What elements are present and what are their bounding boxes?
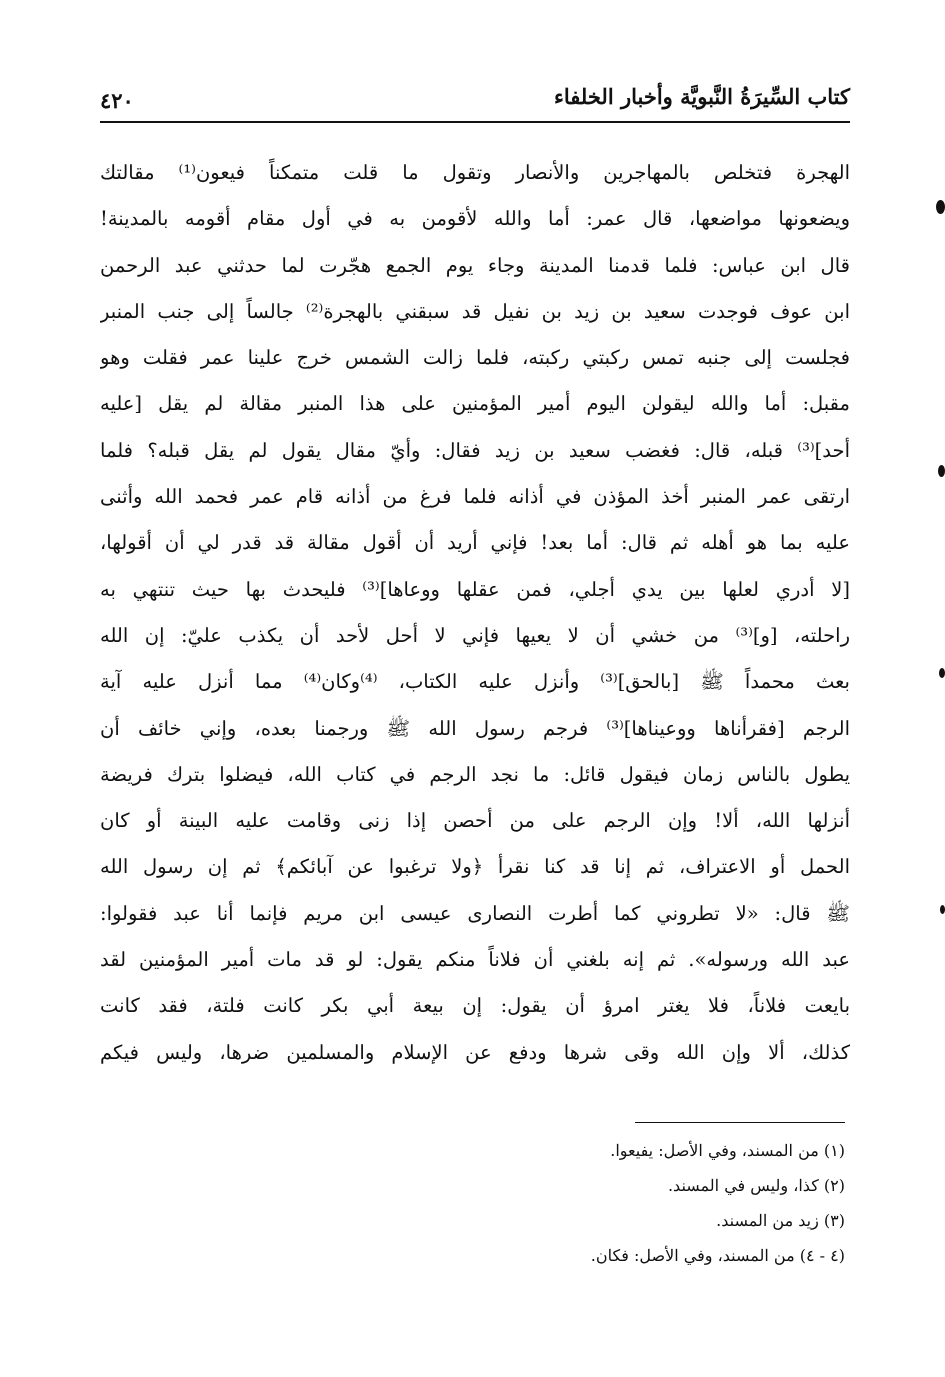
footnotes <box>425 1133 845 1273</box>
body-line-4: ابن عوف فوجدت سعيد بن زيد بن نفيل قد سبقني بالهجرة⁽²⁾ جالساً إلى جنب المنبر <box>100 299 850 323</box>
body-line-19: بايعت فلاناً، فلا يغتر امرؤ أن يقول: إن بيعة أبي بكر كانت فلتة، فقد كانت <box>100 994 850 1018</box>
margin-scan-mark <box>939 668 945 678</box>
body-line-1: الهجرة فتخلص بالمهاجرين والأنصار وتقول ما قلت متمكناً فيعون⁽¹⁾ مقالتك <box>100 161 850 184</box>
footnote-3: (٣) زيد من المسند. <box>716 1211 845 1230</box>
body-line-8: ارتقى عمر المنبر أخذ المؤذن في أذانه فلما فرغ من أذانه قام عمر فحمد الله وأثنى <box>100 485 850 509</box>
body-line-12: بعث محمداً ﷺ [بالحق]⁽³⁾ وأنزل عليه الكتاب، ⁽⁴⁾وكان⁽⁴⁾ مما أنزل عليه آية <box>100 670 850 694</box>
body-line-10: [لا أدري لعلها بين يدي أجلي، فمن عقلها ووعاها]⁽³⁾ فليحدث بها حيث تنتهي به <box>100 577 850 601</box>
footnote-4: (٤ - ٤) من المسند، وفي الأصل: فكان. <box>590 1246 845 1265</box>
page-header <box>100 80 850 120</box>
body-line-6: مقبل: أما والله ليقولن اليوم أمير المؤمنين على هذا المنبر مقالة لم يقل [عليه <box>100 392 850 416</box>
body-line-9: عليه بما هو أهله ثم قال: أما بعد! فإني أريد أن أقول مقالة قد قدر لي أن أقولها، <box>100 531 850 555</box>
body-line-18: عبد الله ورسوله». ثم إنه بلغني أن فلاناً منكم يقول: لو قد مات أمير المؤمنين لقد <box>100 948 850 972</box>
margin-scan-mark <box>936 200 945 214</box>
header-rule <box>100 121 850 123</box>
footnote-1: (١) من المسند، وفي الأصل: يفيعوا. <box>610 1141 845 1160</box>
body-line-5: فجلست إلى جنبه تمس ركبتي ركبته، فلما زالت الشمس خرج علينا عمر فقلت وهو <box>100 346 850 370</box>
page-number: ٤٢٠ <box>100 88 134 113</box>
running-title: كتاب السِّيرَةُ النَّبويَّة وأخبار الخلفاء <box>554 84 850 109</box>
body-line-13: الرجم [فقرأناها ووعيناها]⁽³⁾ فرجم رسول الله ﷺ ورجمنا بعده، وإني خائف أن <box>100 716 850 740</box>
body-text <box>100 150 850 1076</box>
body-line-20: كذلك، ألا وإن الله وقى شرها ودفع عن الإسلام والمسلمين ضرها، وليس فيكم <box>100 1040 850 1064</box>
body-line-2: ويضعونها مواضعها، قال عمر: أما والله لأقومن به في أول مقام أقومه بالمدينة! <box>100 207 850 231</box>
body-line-7: أحد]⁽³⁾ قبله، قال: فغضب سعيد بن زيد فقال: وأيّ مقال يقول لم يقل قبله؟ فلما <box>100 438 850 462</box>
body-line-11: راحلته، [و]⁽³⁾ من خشي أن لا يعيها فإني لا أحل لأحد أن يكذب عليّ: إن الله <box>100 623 850 647</box>
margin-scan-mark <box>938 465 945 477</box>
body-line-3: قال ابن عباس: فلما قدمنا المدينة وجاء يوم الجمع هجّرت لما حدثني عبد الرحمن <box>100 253 850 277</box>
footnote-rule <box>635 1122 845 1123</box>
body-line-16: الحمل أو الاعتراف، ثم إنا قد كنا نقرأ ﴿ولا ترغبوا عن آبائكم﴾ ثم إن رسول الله <box>100 855 850 879</box>
margin-scan-mark <box>940 905 945 914</box>
body-line-14: يطول بالناس زمان فيقول قائل: ما نجد الرجم في كتاب الله، فيضلوا بترك فريضة <box>100 762 850 786</box>
footnote-2: (٢) كذا، وليس في المسند. <box>667 1176 845 1195</box>
body-line-17: ﷺ قال: «لا تطروني كما أطرت النصارى عيسى ابن مريم فإنما أنا عبد فقولوا: <box>100 901 850 925</box>
body-line-15: أنزلها الله، ألا! وإن الرجم على من أحصن إذا زنى وقامت عليه البينة أو كان <box>100 809 850 833</box>
